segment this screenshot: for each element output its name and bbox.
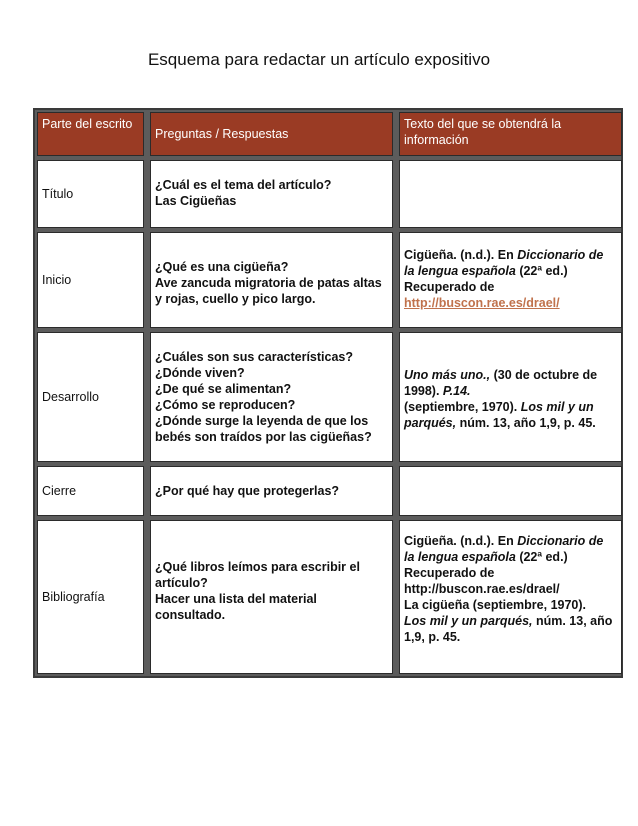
row-titulo-source <box>399 160 622 228</box>
row-bibliografia-part: Bibliografía <box>37 520 144 674</box>
row-bibliografia-qa <box>150 520 393 674</box>
source-title: Los mil y un parqués, <box>404 400 594 430</box>
qa-line: Hacer una lista del material consultado. <box>155 592 317 622</box>
qa-line: ¿De qué se alimentan? <box>155 382 292 396</box>
row-inicio-source <box>399 232 622 328</box>
qa-line: ¿Qué es una cigüeña? <box>155 260 289 274</box>
qa-line: ¿Dónde surge la leyenda de que los bebés son traídos por las cigüeñas? <box>155 414 372 444</box>
outline-table <box>33 108 623 678</box>
qa-line: Las Cigüeñas <box>155 194 237 208</box>
source-text: La cigüeña (septiembre, 1970). <box>404 598 587 612</box>
header-questions: Preguntas / Respuestas <box>150 112 393 156</box>
qa-line: ¿Qué libros leímos para escribir el artículo? <box>155 560 360 590</box>
row-inicio-part: Inicio <box>37 232 144 328</box>
row-cierre-part: Cierre <box>37 466 144 516</box>
row-desarrollo-source <box>399 332 622 462</box>
source-url-text: http://buscon.rae.es/drael/ <box>404 582 560 596</box>
source-link[interactable]: http://buscon.rae.es/drael/ <box>404 296 560 310</box>
source-title: P.14. <box>442 384 471 398</box>
source-title: Diccionario de la lengua española <box>404 248 604 278</box>
source-text: núm. 13, año 1,9, p. 45. <box>404 614 613 644</box>
row-desarrollo-qa <box>150 332 393 462</box>
source-text: Recuperado de <box>404 566 495 580</box>
source-text: (30 de octubre de 1998). <box>404 368 598 398</box>
header-part: Parte del escrito <box>37 112 144 156</box>
row-bibliografia-source <box>399 520 622 674</box>
qa-line: ¿Cómo se reproducen? <box>155 398 296 412</box>
source-text: (22ª ed.) <box>515 264 568 278</box>
row-inicio-qa <box>150 232 393 328</box>
qa-line: ¿Cuáles son sus características? <box>155 350 354 364</box>
source-text: Recuperado de <box>404 280 495 294</box>
source-text: Cigüeña. (n.d.). En <box>404 248 518 262</box>
row-desarrollo-part: Desarrollo <box>37 332 144 462</box>
source-title: Uno más uno., <box>404 368 491 382</box>
source-text: (septiembre, 1970). <box>404 400 521 414</box>
qa-line: Ave zancuda migratoria de patas altas y rojas, cuello y pico largo. <box>155 276 382 306</box>
source-text: (22ª ed.) <box>515 550 568 564</box>
row-titulo-part: Título <box>37 160 144 228</box>
source-text: Cigüeña. (n.d.). En <box>404 534 518 548</box>
source-title: Diccionario de la lengua española <box>404 534 604 564</box>
header-source: Texto del que se obtendrá la información <box>399 112 622 156</box>
qa-line: ¿Dónde viven? <box>155 366 245 380</box>
document-title: Esquema para redactar un artículo expositivo <box>147 50 491 69</box>
source-title: Los mil y un parqués, <box>404 614 533 628</box>
row-cierre-source <box>399 466 622 516</box>
row-titulo-qa <box>150 160 393 228</box>
row-cierre-qa: ¿Por qué hay que protegerlas? <box>150 466 393 516</box>
source-text: núm. 13, año 1,9, p. 45. <box>456 416 596 430</box>
qa-line: ¿Cuál es el tema del artículo? <box>155 178 332 192</box>
